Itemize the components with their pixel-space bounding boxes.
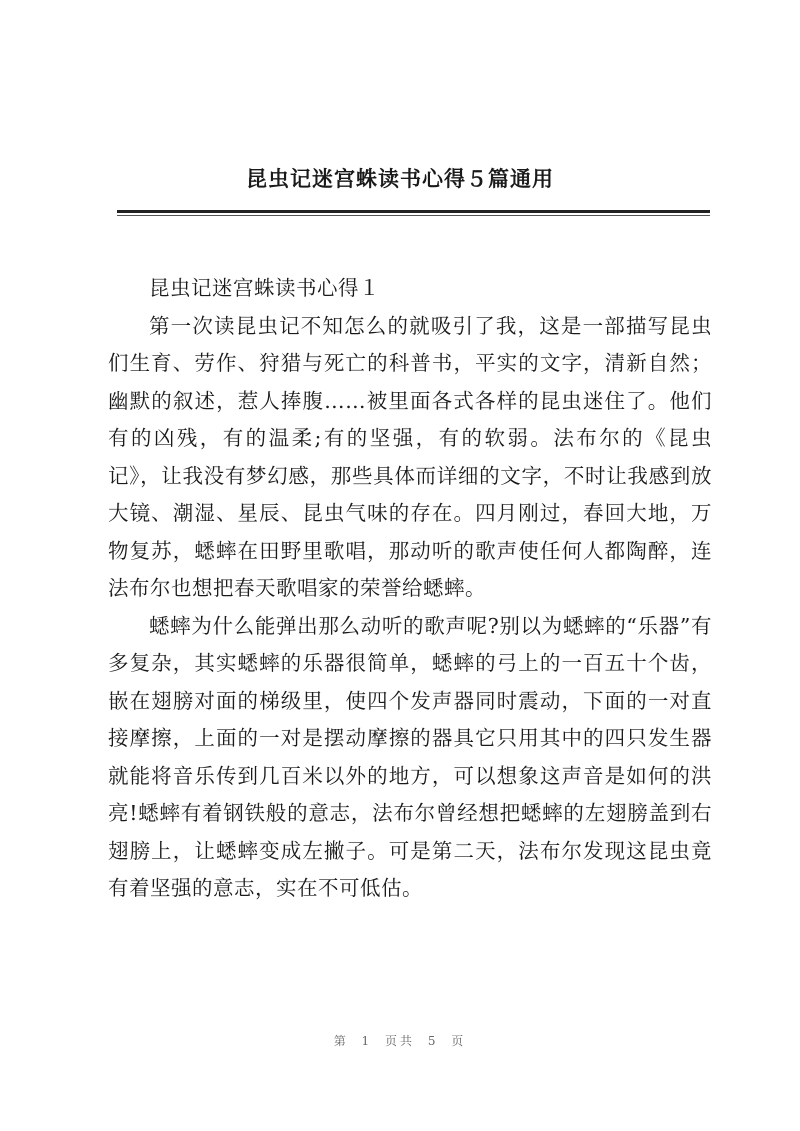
page-footer: 第 1 页共 5 页 [333,1034,467,1048]
paragraph-1: 第一次读昆虫记不知怎么的就吸引了我，这是一部描写昆虫们生育、劳作、狩猎与死亡的科普书，平实的文字，清新自然；幽默的叙述，惹人捧腹……被里面各式各样的昆虫迷住了。他们有的凶残，有的温柔;有的坚强，有的软弱。法布尔的《昆虫记》，让我没有梦幻感，那些具体而详细的文字，不时让我感到放大镜、潮湿、星辰、昆虫气味的存在。四月刚过，春回大地，万物复苏，蟋蟀在田野里歌唱，那动听的歌声使任何人都陶醉，连法布尔也想把春天歌唱家的荣誉给蟋蟀。 [108,313,712,600]
section-heading: 昆虫记迷宫蛛读书心得１ [149,276,380,300]
document-body [108,270,712,908]
title-underline-thin [117,215,710,216]
title-underline [117,210,710,213]
document-title: 昆虫记迷宫蛛读书心得５篇通用 [246,166,554,191]
paragraph-2: 蟋蟀为什么能弹出那么动听的歌声呢?别以为蟋蟀的“乐器”有多复杂，其实蟋蟀的乐器很简单，蟋蟀的弓上的一百五十个齿，嵌在翅膀对面的梯级里，使四个发声器同时震动，下面的一对直接摩擦，上面的一对是摆动摩擦的器具它只用其中的四只发生器就能将音乐传到几百米以外的地方，可以想象这声音是如何的洪亮!蟋蟀有着钢铁般的意志，法布尔曾经想把蟋蟀的左翅膀盖到右翅膀上，让蟋蟀变成左撇子。可是第二天，法布尔发现这昆虫竟有着坚强的意志，实在不可低估。 [108,613,712,900]
